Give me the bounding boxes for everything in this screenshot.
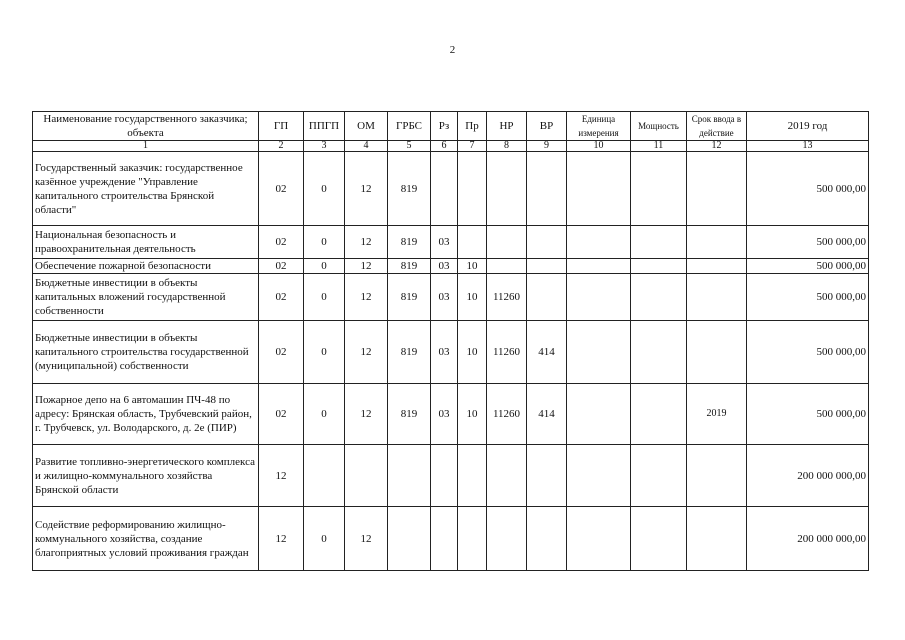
cell-capacity (631, 445, 687, 507)
cell-grbs: 819 (388, 384, 431, 445)
col-number: 7 (458, 141, 487, 152)
cell-gp: 02 (259, 259, 304, 274)
cell-unit (567, 445, 631, 507)
cell-nr: 11260 (487, 274, 527, 321)
col-header-name: Наименование государственного заказчика; объекта (33, 112, 259, 141)
cell-nr (487, 226, 527, 259)
col-number: 6 (431, 141, 458, 152)
header-row (33, 112, 869, 141)
page-number: 2 (449, 44, 456, 56)
col-header-gp: ГП (259, 112, 304, 141)
cell-om (345, 445, 388, 507)
cell-term (687, 445, 747, 507)
cell-pr: 10 (458, 384, 487, 445)
table-row (33, 384, 869, 445)
cell-gp: 02 (259, 321, 304, 384)
cell-nr: 11260 (487, 321, 527, 384)
cell-rz: 03 (431, 321, 458, 384)
cell-2019: 500 000,00 (747, 259, 869, 274)
cell-name: Развитие топливно-энергетического комплекса и жилищно-коммунального хозяйства Брянской области (33, 445, 259, 507)
cell-nr (487, 152, 527, 226)
col-header-ppgp: ППГП (304, 112, 345, 141)
col-number: 13 (747, 141, 869, 152)
cell-pr (458, 226, 487, 259)
col-header-vr: ВР (527, 112, 567, 141)
cell-gp: 12 (259, 507, 304, 571)
cell-grbs (388, 507, 431, 571)
cell-unit (567, 321, 631, 384)
col-number: 3 (304, 141, 345, 152)
col-header-om: ОМ (345, 112, 388, 141)
table-row (33, 259, 869, 274)
col-number: 1 (33, 141, 259, 152)
cell-grbs: 819 (388, 259, 431, 274)
cell-rz: 03 (431, 384, 458, 445)
cell-2019: 500 000,00 (747, 321, 869, 384)
col-number: 8 (487, 141, 527, 152)
cell-capacity (631, 226, 687, 259)
col-header-pr: Пр (458, 112, 487, 141)
cell-unit (567, 274, 631, 321)
cell-om: 12 (345, 152, 388, 226)
cell-vr (527, 259, 567, 274)
table-row (33, 321, 869, 384)
cell-om: 12 (345, 507, 388, 571)
cell-rz (431, 507, 458, 571)
cell-rz: 03 (431, 259, 458, 274)
cell-2019: 500 000,00 (747, 152, 869, 226)
table-row (33, 507, 869, 571)
cell-capacity (631, 274, 687, 321)
cell-gp: 02 (259, 152, 304, 226)
col-header-unit: Единица измерения (567, 112, 631, 141)
col-number: 4 (345, 141, 388, 152)
cell-unit (567, 226, 631, 259)
cell-2019: 500 000,00 (747, 384, 869, 445)
cell-term (687, 259, 747, 274)
cell-nr (487, 259, 527, 274)
col-header-grbs: ГРБС (388, 112, 431, 141)
table-row (33, 445, 869, 507)
cell-nr: 11260 (487, 384, 527, 445)
cell-2019: 200 000 000,00 (747, 507, 869, 571)
cell-term (687, 507, 747, 571)
col-number: 11 (631, 141, 687, 152)
cell-capacity (631, 507, 687, 571)
cell-unit (567, 259, 631, 274)
cell-name: Национальная безопасность и правоохранительная деятельность (33, 226, 259, 259)
cell-unit (567, 152, 631, 226)
cell-ppgp: 0 (304, 226, 345, 259)
column-number-row (33, 141, 869, 152)
cell-2019: 200 000 000,00 (747, 445, 869, 507)
cell-nr (487, 507, 527, 571)
cell-om: 12 (345, 321, 388, 384)
cell-unit (567, 507, 631, 571)
cell-pr: 10 (458, 274, 487, 321)
cell-term (687, 274, 747, 321)
table-row (33, 226, 869, 259)
col-header-term: Срок ввода в действие (687, 112, 747, 141)
cell-capacity (631, 152, 687, 226)
cell-ppgp: 0 (304, 321, 345, 384)
cell-capacity (631, 321, 687, 384)
cell-term: 2019 (687, 384, 747, 445)
table-row (33, 274, 869, 321)
cell-name: Обеспечение пожарной безопасности (33, 259, 259, 274)
cell-capacity (631, 259, 687, 274)
cell-name: Бюджетные инвестиции в объекты капитальных вложений государственной собственности (33, 274, 259, 321)
cell-grbs (388, 445, 431, 507)
col-header-2019: 2019 год (747, 112, 869, 141)
col-number: 10 (567, 141, 631, 152)
col-number: 12 (687, 141, 747, 152)
cell-ppgp: 0 (304, 259, 345, 274)
cell-vr (527, 152, 567, 226)
cell-om: 12 (345, 274, 388, 321)
cell-term (687, 226, 747, 259)
cell-ppgp (304, 445, 345, 507)
cell-vr: 414 (527, 321, 567, 384)
col-header-nr: НР (487, 112, 527, 141)
cell-nr (487, 445, 527, 507)
cell-rz (431, 445, 458, 507)
cell-name: Государственный заказчик: государственное казённое учреждение "Управление капитального строительства Брянской области" (33, 152, 259, 226)
col-header-capacity: Мощность (631, 112, 687, 141)
cell-rz (431, 152, 458, 226)
cell-rz: 03 (431, 226, 458, 259)
cell-vr (527, 445, 567, 507)
cell-vr (527, 507, 567, 571)
col-number: 9 (527, 141, 567, 152)
cell-rz: 03 (431, 274, 458, 321)
cell-pr (458, 152, 487, 226)
table-row (33, 152, 869, 226)
col-number: 5 (388, 141, 431, 152)
cell-grbs: 819 (388, 321, 431, 384)
cell-unit (567, 384, 631, 445)
budget-table (32, 111, 869, 571)
cell-term (687, 321, 747, 384)
cell-pr: 10 (458, 259, 487, 274)
cell-gp: 12 (259, 445, 304, 507)
cell-gp: 02 (259, 274, 304, 321)
cell-term (687, 152, 747, 226)
cell-ppgp: 0 (304, 384, 345, 445)
cell-grbs: 819 (388, 152, 431, 226)
cell-om: 12 (345, 259, 388, 274)
cell-capacity (631, 384, 687, 445)
cell-gp: 02 (259, 226, 304, 259)
cell-om: 12 (345, 226, 388, 259)
cell-pr (458, 507, 487, 571)
cell-om: 12 (345, 384, 388, 445)
cell-ppgp: 0 (304, 274, 345, 321)
cell-grbs: 819 (388, 274, 431, 321)
cell-name: Содействие реформированию жилищно-коммунального хозяйства, создание благоприятных условий проживания граждан (33, 507, 259, 571)
col-number: 2 (259, 141, 304, 152)
cell-grbs: 819 (388, 226, 431, 259)
cell-2019: 500 000,00 (747, 226, 869, 259)
cell-ppgp: 0 (304, 152, 345, 226)
cell-pr: 10 (458, 321, 487, 384)
cell-name: Пожарное депо на 6 автомашин ПЧ-48 по адресу: Брянская область, Трубчевский район, г. Трубчевск, ул. Володарского, д. 2е (ПИР) (33, 384, 259, 445)
col-header-rz: Рз (431, 112, 458, 141)
cell-vr (527, 226, 567, 259)
cell-vr (527, 274, 567, 321)
cell-pr (458, 445, 487, 507)
cell-2019: 500 000,00 (747, 274, 869, 321)
cell-ppgp: 0 (304, 507, 345, 571)
cell-vr: 414 (527, 384, 567, 445)
cell-name: Бюджетные инвестиции в объекты капитального строительства государственной (муниципальной) собственности (33, 321, 259, 384)
cell-gp: 02 (259, 384, 304, 445)
